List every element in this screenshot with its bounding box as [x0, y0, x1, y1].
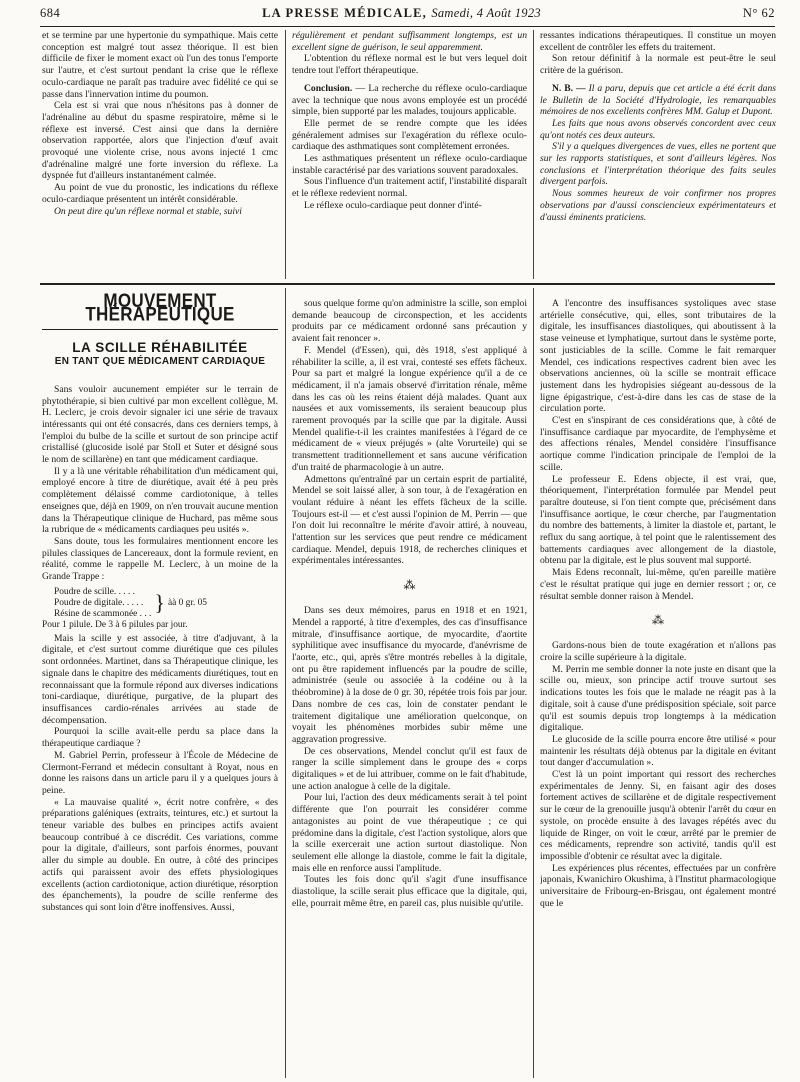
header-rule [40, 26, 775, 27]
section-title: MOUVEMENT THÉRAPEUTIQUE [85, 289, 235, 325]
journal-masthead [262, 6, 541, 21]
paragraph-text: Dans ses deux mémoires, parus en 1918 et en 1921, Mendel a rapporté, à titre d'exemples, des cas d'insuffisance mitrale, d'insuffisance aortique, de myocardite, d'aortite syphilitique avec insuffisance du myocarde, d'anévrisme de l'aorte, etc., qui, après s'être montrés rebelles à la digitale, ont pu être rapidement influencés par la poudre de scille, administrée (seule ou associée à la codéine ou à la théobromine) à la dose de 0 gr. 30, répétée trois fois par jour. Dans nombre de ces cas, loin de constater pendant le traitement digitalique une amélioration quelconque, on voyait les phénomènes morbides subir même une aggravation progressive. [292, 605, 527, 745]
paragraph [292, 474, 527, 568]
paragraph-text: et se termine par une hypertonie du sympathique. Mais cette conception est malgré tout assez théorique. Il est bien difficile de fixer le moment exact où l'un des tonus l'emporte sur l'autre, et c'est surtout pendant la crise que le réflexe oculo-cardiaque ne paraît pas traduire avec fidélité ce qui se passe dans l'innervation intime du poumon. [42, 30, 278, 100]
paragraph-text: Toutes les fois donc qu'il s'agit d'une insuffisance diastolique, la scille serait plus efficace que la digitale, qui, elle, pourrait même être, en pareil cas, plus nuisible qu'utile. [292, 874, 527, 909]
paragraph [42, 536, 278, 583]
paragraph [42, 750, 278, 797]
paragraph [292, 83, 527, 118]
article-column-3 [540, 298, 776, 1078]
paragraph [42, 206, 278, 218]
paragraph-text: Pourquoi la scille avait-elle perdu sa place dans la thérapeutique cardiaque ? [42, 726, 278, 750]
paragraph [42, 797, 278, 914]
paragraph-text: Le réflexe oculo-cardiaque peut donner d'inté- [304, 199, 482, 211]
paragraph-text: De ces observations, Mendel conclut qu'il est faux de ranger la scille simplement dans le groupe des « corps digitaliques » et de lui attribuer, comme on le fait d'habitude, une action analogue à celle de la digitale. [292, 745, 527, 792]
paragraph [540, 474, 776, 568]
paragraph [292, 746, 527, 793]
paragraph-lead: N. B. — [552, 82, 589, 94]
paragraph-text: Il a paru, depuis que cet article a été écrit dans le Bulletin de la Société d'Hydrologie, les remarquables mémoires de nos excellents confrères MM. Galup et Dupont. [540, 82, 776, 118]
formula-line: Poudre de digitale. . . . . [54, 597, 144, 608]
top-column-2 [292, 30, 527, 279]
paragraph-text: A l'encontre des insuffisances systoliques avec stase artérielle consécutive, qui, elles, sont tributaires de la digitale, les insuffisances diastoliques, qui aboutissent à la stase veineuse et lymphatique, surtout dans le système porte, sont justiciables de la scille. Comme le fait remarquer Mendel, ces indications respectives cadrent bien avec les observations anciennes, où la scille se montrait efficace justement dans les hydropisies siégeant au-dessous de la ligne épigastrique, c'est-à-dire dans les cas de stase de la circulation porte. [540, 298, 776, 415]
paragraph [42, 182, 278, 205]
section-rule [40, 283, 775, 285]
section-title-rule [42, 329, 278, 330]
article-paragraphs-a [42, 384, 278, 583]
top-column-1 [42, 30, 278, 279]
paragraph [42, 384, 278, 466]
column-separator [285, 30, 286, 279]
paragraph [540, 188, 776, 223]
paragraph-text: M. Perrin me semble donner la note juste en disant que la scille ou, mieux, son principe actif trouve surtout ses indications toutes les fois que le malade ne réagit pas à la digitale, soit à cause d'une prédisposition spéciale, soit parce qu'il est soumis depuis trop longtemps à la médication digitalique. [540, 663, 776, 734]
paragraph [292, 30, 527, 53]
prescription-formula [42, 586, 278, 631]
article-column-1 [42, 288, 278, 1078]
paragraph-text: M. Gabriel Perrin, professeur à l'École de Médecine de Clermont-Ferrand et médecin consultant à Royat, nous en donne les raisons dans un article paru il y a quelques jours à peine. [42, 749, 278, 796]
paragraph [540, 53, 776, 76]
paragraph [540, 769, 776, 863]
column-separator [533, 30, 534, 279]
paragraph-text: Sans doute, tous les formulaires mentionnent encore les pilules classiques de Lancereaux, dont la formule revient, en réalité, comme le rappelle M. Leclerc, à un moine de la Grande Trappe : [42, 535, 278, 583]
page-number: 684 [40, 5, 61, 20]
paragraph-text: Mais Edens reconnaît, lui-même, qu'en pareille matière c'est le résultat pratique qui juge en dernier ressort ; or, ce résultat semble donner raison à Mendel. [540, 567, 776, 602]
paragraph-text: Au point de vue du pronostic, les indications du réflexe oculo-cardiaque présentent un intérêt considérable. [42, 182, 278, 205]
paragraph-lead: Conclusion. [304, 82, 353, 94]
paragraph-text: Les asthmatiques présentent un réflexe oculo-cardiaque instable caractérisé par des variations souvent paradoxales. [292, 153, 527, 176]
paragraph-text: Sans vouloir aucunement empiéter sur le terrain de phytothérapie, si bien cultivé par mon excellent collègue, M. H. Leclerc, je crois devoir signaler ici une série de travaux intéressants qui ont été consacrés, dans ces derniers temps, à l'emploi du bulbe de la scille et surtout de son principe actif cristallisé (glucoside isolé par Stoll et Suter et désigné sous le nom de scillarène) en tant que médicament cardiaque. [42, 383, 278, 466]
paragraph [540, 415, 776, 474]
running-header [40, 0, 775, 26]
paragraph [540, 30, 776, 53]
paragraph [540, 734, 776, 769]
paragraph [292, 345, 527, 474]
paragraph-text: Son retour définitif à la normale est peut-être le seul critère de la guérison. [540, 53, 776, 77]
paragraph-text: L'obtention du réflexe normal est le but vers lequel doit tendre tout l'effort thérapeutique. [292, 53, 527, 77]
paragraph [540, 83, 776, 118]
paragraph [540, 118, 776, 141]
paragraph [292, 176, 527, 199]
formula-brace: } [154, 590, 165, 616]
paragraph-text: Gardons-nous bien de toute exagération et n'allons pas croire la scille supérieure à la digitale. [540, 640, 776, 663]
paragraph [292, 298, 527, 345]
journal-name: LA PRESSE MÉDICALE, [262, 5, 427, 20]
paragraph-text: Le professeur E. Edens objecte, il est vrai, que, théoriquement, l'interprétation formulée par Mendel peut paraître douteuse, si l'on tient compte que, précisément dans l'insuffisance aortique, le cœur cherche, par l'augmentation du nombre des battements, à limiter la diastole et, partant, le reflux du sang aortique, à tel point que le ralentissement des battements cardiaques avec allongement de la diastole, obtenu par la digitale, est le plus souvent mal supporté. [540, 473, 776, 567]
paragraph [292, 200, 527, 212]
paragraph-text: C'est là un point important qui ressort des recherches expérimentales de Jenny. Si, en faisant agir des doses fortement actives de scillarène et de digitale respectivement sur le cœur de la grenouille jusqu'à obtenir l'arrêt du cœur en systole, on procède ensuite à des lavages répétés avec du liquide de Ringer, on voit le cœur, arrêté par le premier de ces médicaments, reprendre son activité, tandis qu'il est impossible d'obtenir ce résultat avec la digitale. [540, 769, 776, 862]
paragraph [42, 30, 278, 100]
paragraph-text: Sous l'influence d'un traitement actif, l'instabilité disparaît et le réflexe redevient normal. [292, 176, 527, 200]
article-title: LA SCILLE RÉHABILITÉE [72, 340, 248, 356]
paragraph-text: Pour lui, l'action des deux médicaments serait à tel point différente que l'on pourrait les considérer comme antagonistes au point de vue thérapeutique ; ce qui prédomine dans la digitale, c'est l'action systolique, alors que la scille exercerait une action surtout diastolique. Non seulement elle allonge la diastole, comme le fait la digitale, mais elle en renforce aussi l'amplitude. [292, 792, 527, 874]
paragraph-text: Les expériences plus récentes, effectuées par un confrère japonais, Kwanichiro Okushima, à l'Institut pharmacologique universitaire de Fribourg-en-Brisgau, ont également montré que le [540, 862, 776, 909]
issue-date: Samedi, 4 Août 1923 [431, 5, 541, 20]
paragraph-text: Nous sommes heureux de voir confirmer nos propres observations par d'aussi consciencieux expérimentateurs et d'aussi éminents praticiens. [540, 188, 776, 223]
paragraph-text: ressantes indications thérapeutiques. Il constitue un moyen excellent de contrôler les effets du traitement. [540, 30, 776, 53]
paragraph [292, 874, 527, 909]
paragraph [540, 664, 776, 734]
paragraph-text: Admettons qu'entraîné par un certain esprit de partialité, Mendel se soit laissé aller, à son tour, à de l'exagération en voulant réduire à néant les effets fâcheux de la scille. Toujours est-il — et c'est aussi l'opinion de M. Perrin — que l'on doit lui reconnaître le mérite d'avoir attiré, à nouveau, l'attention sur les services que peut rendre ce médicament cardiaque. Mendel, depuis 1918, de recherches cliniques et expérimentales intéressantes. [292, 473, 527, 567]
paragraph [292, 53, 527, 76]
formula-line: Poudre de scille. . . . . [54, 586, 135, 597]
paragraph [292, 118, 527, 153]
paragraph [292, 153, 527, 176]
article-paragraphs-b [42, 633, 278, 914]
column-separator [285, 288, 286, 1078]
paragraph-text: Il y a là une véritable réhabilitation d'un médicament qui, employé encore à titre de diurétique, avait été à peu près complètement délaissé comme cardiotonique, à telles enseignes que, déjà en 1909, on n'en trouvait aucune mention dans la Thérapeutique clinique de Huchard, pas même sous la rubrique de « médicaments cardiaques peu usités ». [42, 465, 278, 536]
top-column-3 [540, 30, 776, 279]
formula-footer: Pour 1 pilule. De 3 à 6 pilules par jour. [42, 619, 188, 630]
paragraph-text: sous quelque forme qu'on administre la scille, son emploi demande beaucoup de circonspection, et les accidents produits par ce médicament ordonné sans précaution y avaient fait renoncer ». [292, 298, 527, 345]
paragraph [42, 726, 278, 749]
paragraph [540, 863, 776, 910]
paragraph [292, 605, 527, 745]
paragraph-text: Elle permet de se rendre compte que les idées généralement admises sur l'exagération du réflexe oculo-cardiaque des asthmatiques sont complètement erronées. [292, 117, 527, 153]
paragraph-text: Cela est si vrai que nous n'hésitons pas à donner de l'adrénaline au début du spasme respiratoire, même si le réflexe est inversé. C'est ainsi que dans la dernière observation rapportée, alors que l'injection d'œuf avait provoqué une violente crise, nous avons injecté 1 cmc d'adrénaline malgré une forte inversion du réflexe. La dyspnée fut d'ailleurs instantanément calmée. [42, 100, 278, 182]
paragraph [42, 100, 278, 182]
paragraph-text: — La recherche du réflexe oculo-cardiaque avec la technique que nous avons employée est un procédé simple, bien supporté par les malades, toujours applicable. [292, 82, 527, 118]
paragraph-text: Mais la scille y est associée, à titre d'adjuvant, à la digitale, et c'est surtout comme diurétique que ces pilules sont ordonnées. Martinet, dans sa Thérapeutique clinique, les signale dans le chapitre des médicaments diurétiques, tout en reconnaissant que la formule répond aux diverses indications toni-cardiaque, diurétique, purgative, de la plupart des insuffisances cardio-rénales arrivées au stade de décompensation. [42, 632, 278, 726]
paragraph-text: « La mauvaise qualité », écrit notre confrère, « des préparations galéniques (extraits, teintures, etc.) et surtout la teneur variable des bulbes en principes actifs avaient beaucoup contribué à ce discrédit. Ces variations, comme pour la digitale, d'ailleurs, sont parfois énormes, pouvant aller du simple au double. En outre, à côté des principes actifs qui paraissent avoir des effets physiologiques excellents (action cardiotonique, action diurétique, résorption des épanchements), la poudre de scille renferme des substances qui sont loin d'être inoffensives. Aussi, [42, 796, 278, 913]
issue-number: N° 62 [742, 5, 775, 20]
paragraph-text: régulièrement et pendant suffisamment longtemps, est un excellent signe de guérison, le seul apparemment. [292, 30, 527, 53]
paragraph [540, 640, 776, 663]
paragraph [540, 141, 776, 188]
paragraph [42, 466, 278, 536]
paragraph-text: Les faits que nous avons observés concordent avec ceux qu'ont notés ces deux auteurs. [540, 117, 776, 141]
paragraph-text: C'est en s'inspirant de ces considérations que, à côté de l'insuffisance cardiaque par myocardite, de l'emphysème et des affections rénales, Mendel considère l'insuffisance aortique comme l'indication principale de l'emploi de la scille. [540, 415, 776, 473]
paragraph [540, 567, 776, 602]
paragraph-text: F. Mendel (d'Essen), qui, dès 1918, s'est appliqué à réhabiliter la scille, a, il est vrai, contesté ses effets fâcheux. Pour sa part et malgré la longue expérience qu'il a de ce médicament, il n'a jamais observé d'irritation rénale, même dans les cas où les reins étaient déjà malades. Quant aux nausées et aux vomissements, ils seraient beaucoup plus rarement provoqués par la scille que par la digitale. Aussi Mendel qualifie-t-il les craintes manifestées à l'égard de ce médicament de « vieux préjugés » (alte Vorurteile) qui se transmettent traditionnellement et sans aucune vérification d'un traité de pharmacologie à un autre. [292, 344, 527, 473]
paragraph-text: Le glucoside de la scille pourra encore être utilisé « pour maintenir les résultats déjà obtenus par la digitale en évitant tout danger d'accumulation ». [540, 733, 776, 769]
paragraph [540, 298, 776, 415]
article-column-2 [292, 298, 527, 1078]
formula-dose: àà 0 gr. 05 [167, 597, 207, 608]
paragraph [292, 792, 527, 874]
paragraph-text: On peut dire qu'un réflexe normal et stable, suivi [54, 205, 242, 217]
paragraph [42, 633, 278, 727]
article-subtitle: EN TANT QUE MÉDICAMENT CARDIAQUE [54, 356, 266, 368]
formula-line: Résine de scammonée . . . [54, 608, 152, 619]
paragraph-text: S'il y a quelques divergences de vues, elles ne portent que sur les rapports statistiques, et sont d'ailleurs légères. Nos conclusions et l'interprétation théorique des faits seules divergent parfois. [540, 141, 776, 188]
column-separator [533, 288, 534, 1078]
asterism-divider: ⁂ [403, 578, 416, 593]
asterism-divider: ⁂ [652, 613, 664, 628]
